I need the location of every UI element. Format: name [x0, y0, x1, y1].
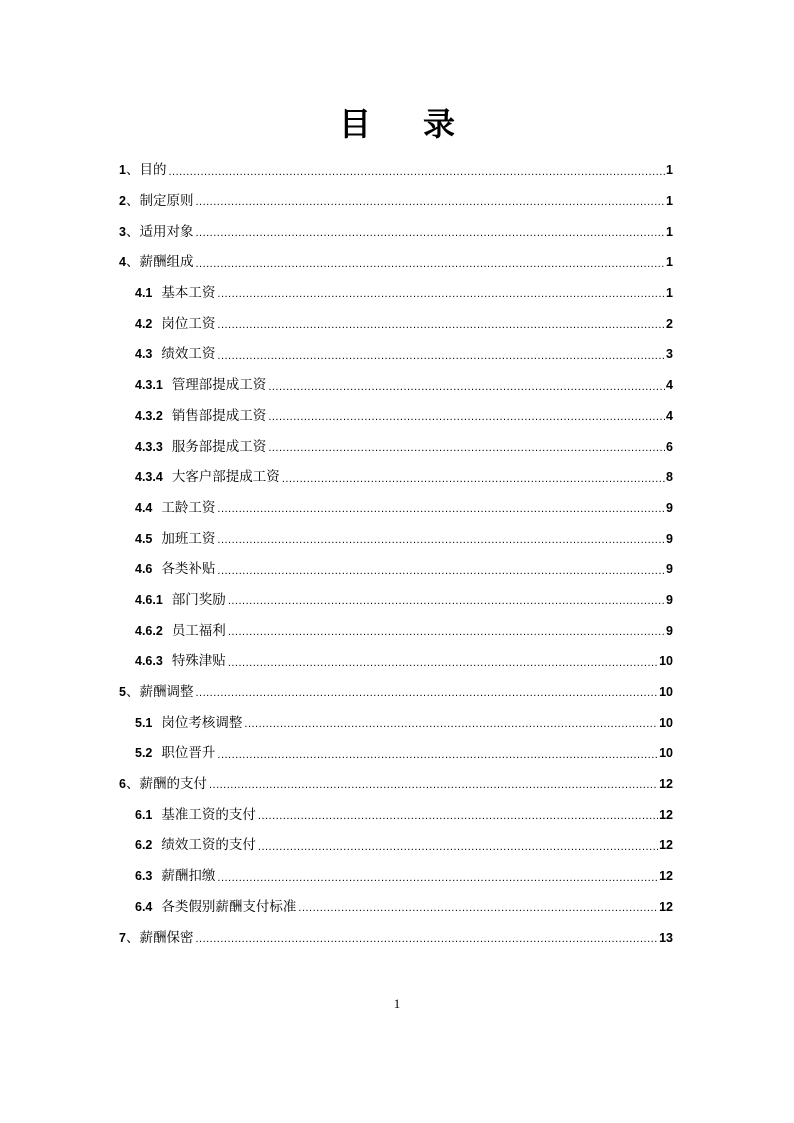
toc-entry-leader-dots	[217, 351, 665, 370]
toc-entry-number: 6.4	[135, 899, 153, 914]
page-title	[0, 104, 794, 144]
toc-entry-leader-dots	[258, 842, 658, 861]
toc-entry-label: 工龄工资	[161, 499, 216, 516]
toc-entry-leader-dots	[195, 259, 665, 278]
toc-entry[interactable]	[119, 707, 673, 738]
toc-entry-leader-dots	[228, 596, 665, 615]
toc-entry-page: 4	[666, 378, 673, 393]
toc-entry-leader-dots	[228, 658, 658, 677]
toc-entry-page: 4	[666, 408, 673, 423]
toc-entry-label: 、薪酬的支付	[125, 776, 207, 793]
toc-entry-label: 、目的	[125, 162, 167, 179]
toc-entry-number: 4.6.1	[135, 592, 163, 607]
toc-entry-number: 4.1	[135, 286, 153, 301]
toc-entry-leader-dots	[209, 780, 658, 799]
toc-entry-page: 9	[666, 562, 673, 577]
toc-entry[interactable]	[119, 278, 673, 309]
toc-entry-label: 职位晋升	[161, 745, 216, 762]
toc-entry-leader-dots	[195, 197, 665, 216]
toc-entry-label: 、薪酬保密	[125, 929, 194, 946]
toc-entry-leader-dots	[168, 167, 665, 186]
toc-entry[interactable]	[119, 493, 673, 524]
toc-entry-page: 1	[666, 255, 673, 270]
toc-entry[interactable]	[119, 861, 673, 892]
toc-entry-leader-dots	[195, 688, 658, 707]
toc-entry-page: 1	[666, 286, 673, 301]
toc-entry-leader-dots	[217, 750, 658, 769]
toc-entry-number: 4.3.1	[135, 378, 163, 393]
toc-entry-number: 4.4	[135, 500, 153, 515]
toc-entry-number: 4	[119, 255, 126, 270]
toc-entry-number: 4.6	[135, 562, 153, 577]
toc-entry-page: 1	[666, 163, 673, 178]
toc-entry[interactable]	[119, 738, 673, 769]
toc-entry[interactable]	[119, 523, 673, 554]
toc-entry-label: 绩效工资	[161, 346, 216, 363]
toc-entry[interactable]	[119, 677, 673, 708]
toc-entry[interactable]	[119, 830, 673, 861]
toc-entry[interactable]	[119, 922, 673, 953]
toc-entry-number: 6.2	[135, 838, 153, 853]
toc-entry-label: 加班工资	[161, 530, 216, 547]
toc-entry-label: 基准工资的支付	[161, 806, 256, 823]
toc-entry-number: 5.1	[135, 715, 153, 730]
toc-entry-label: 、适用对象	[125, 223, 194, 240]
toc-entry-page: 9	[666, 592, 673, 607]
toc-entry-label: 特殊津贴	[171, 653, 226, 670]
toc-entry-leader-dots	[258, 811, 658, 830]
toc-entry-leader-dots	[282, 474, 665, 493]
toc-entry[interactable]	[119, 646, 673, 677]
toc-entry-leader-dots	[217, 504, 665, 523]
toc-entry-leader-dots	[217, 320, 665, 339]
toc-entry-number: 5.2	[135, 746, 153, 761]
toc-entry-label: 基本工资	[161, 285, 216, 302]
toc-entry[interactable]	[119, 615, 673, 646]
toc-entry[interactable]	[119, 339, 673, 370]
toc-entry-label: 销售部提成工资	[171, 407, 267, 424]
toc-entry[interactable]	[119, 247, 673, 278]
toc-entry[interactable]	[119, 308, 673, 339]
toc-entry-number: 4.3.2	[135, 408, 163, 423]
toc-entry[interactable]	[119, 554, 673, 585]
toc-entry-leader-dots	[228, 627, 665, 646]
toc-entry-leader-dots	[195, 228, 665, 247]
toc-entry-page: 12	[659, 869, 673, 884]
toc-entry-number: 4.2	[135, 316, 153, 331]
toc-entry-number: 6.3	[135, 869, 153, 884]
toc-entry[interactable]	[119, 585, 673, 616]
toc-entry-leader-dots	[298, 903, 658, 922]
toc-entry-page: 9	[666, 500, 673, 515]
toc-entry-number: 4.6.3	[135, 654, 163, 669]
title-part-2: 录	[423, 105, 456, 143]
toc-entry-label: 绩效工资的支付	[161, 837, 256, 854]
toc-entry-label: 部门奖励	[171, 591, 226, 608]
toc-entry-label: 服务部提成工资	[171, 438, 267, 455]
toc-entry[interactable]	[119, 216, 673, 247]
toc-entry-page: 13	[659, 930, 673, 945]
toc-entry-leader-dots	[268, 412, 665, 431]
toc-entry[interactable]	[119, 186, 673, 217]
toc-entry[interactable]	[119, 462, 673, 493]
toc-entry-label: 员工福利	[171, 622, 226, 639]
toc-entry-number: 2	[119, 194, 126, 209]
toc-entry[interactable]	[119, 401, 673, 432]
toc-entry-page: 12	[659, 777, 673, 792]
toc-entry-number: 6.1	[135, 807, 153, 822]
toc-entry-leader-dots	[217, 289, 665, 308]
toc-entry-number: 1	[119, 163, 126, 178]
toc-entry-number: 7	[119, 930, 126, 945]
table-of-contents	[119, 155, 673, 953]
toc-entry-number: 4.3	[135, 347, 153, 362]
toc-entry-number: 4.6.2	[135, 623, 163, 638]
toc-entry[interactable]	[119, 370, 673, 401]
toc-entry-label: 各类假别薪酬支付标准	[161, 898, 297, 915]
toc-entry-page: 12	[659, 807, 673, 822]
toc-entry-label: 大客户部提成工资	[171, 469, 280, 486]
toc-entry-leader-dots	[217, 566, 665, 585]
toc-entry-label: 薪酬扣缴	[161, 868, 216, 885]
toc-entry-number: 4.5	[135, 531, 153, 546]
toc-entry-leader-dots	[195, 934, 658, 953]
toc-entry-leader-dots	[217, 873, 658, 892]
toc-entry-leader-dots	[244, 719, 658, 738]
toc-entry-page: 10	[659, 685, 673, 700]
toc-entry-number: 5	[119, 685, 126, 700]
toc-entry-page: 3	[666, 347, 673, 362]
toc-entry-page: 12	[659, 838, 673, 853]
footer-page-number: 1	[393, 996, 401, 1011]
toc-entry-label: 岗位考核调整	[161, 714, 243, 731]
toc-entry-label: 、薪酬调整	[125, 684, 194, 701]
toc-entry[interactable]	[119, 892, 673, 923]
toc-entry-number: 6	[119, 777, 126, 792]
toc-entry[interactable]	[119, 769, 673, 800]
toc-entry-page: 6	[666, 439, 673, 454]
toc-entry-leader-dots	[268, 443, 665, 462]
toc-entry-page: 12	[659, 899, 673, 914]
toc-entry-page: 9	[666, 623, 673, 638]
toc-entry-label: 岗位工资	[161, 315, 216, 332]
toc-entry-page: 8	[666, 470, 673, 485]
toc-entry-page: 10	[659, 654, 673, 669]
toc-entry-page: 10	[659, 715, 673, 730]
toc-entry-number: 4.3.4	[135, 470, 163, 485]
toc-entry-label: 管理部提成工资	[171, 377, 267, 394]
title-part-1: 目	[338, 105, 371, 143]
toc-entry-page: 2	[666, 316, 673, 331]
toc-entry-number: 3	[119, 224, 126, 239]
toc-entry-number: 4.3.3	[135, 439, 163, 454]
toc-entry-page: 1	[666, 224, 673, 239]
toc-entry-page: 1	[666, 194, 673, 209]
toc-entry[interactable]	[119, 799, 673, 830]
toc-entry[interactable]	[119, 155, 673, 186]
toc-entry[interactable]	[119, 431, 673, 462]
toc-entry-page: 10	[659, 746, 673, 761]
toc-entry-label: 、薪酬组成	[125, 254, 194, 271]
toc-entry-label: 、制定原则	[125, 193, 194, 210]
toc-entry-label: 各类补贴	[161, 561, 216, 578]
toc-entry-leader-dots	[268, 382, 665, 401]
toc-entry-page: 9	[666, 531, 673, 546]
toc-entry-leader-dots	[217, 535, 665, 554]
